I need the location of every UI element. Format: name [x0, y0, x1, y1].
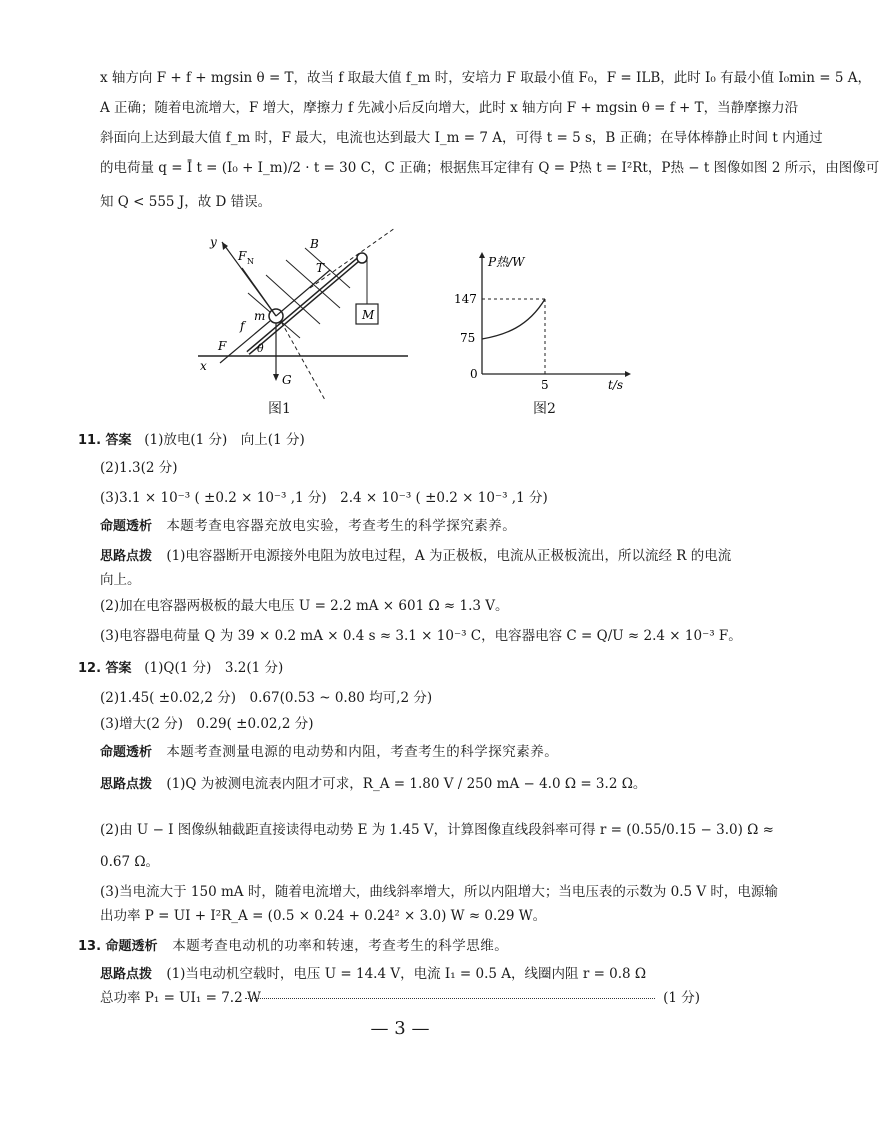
figure-1-diagram	[190, 228, 430, 403]
q12-hint-2: (2)由 U − I 图像纵轴截距直接读得电动势 E 为 1.45 V，计算图像直线段斜率可得 r = (0.55/0.15 − 3.0) Ω ≈	[100, 822, 774, 838]
q13-hint-2-text: 总功率 P₁ = UI₁ = 7.2 W	[100, 990, 261, 1006]
q13-head: 13. 命题透析	[78, 939, 158, 954]
text-line-1: x 轴方向 F + f + mgsin θ = T，故当 f 取最大值 f_m 时，安培力 F 取最小值 F₀，F = ILB，此时 I₀ 有最小值 I₀min = 5 A，	[100, 70, 871, 86]
q13-header	[78, 936, 508, 957]
ytick-75: 75	[460, 331, 476, 345]
xlabel: t/s	[608, 378, 624, 392]
q11-intent	[100, 516, 516, 537]
q13-hint-1-text: (1)当电动机空载时，电压 U = 14.4 V，电流 I₁ = 0.5 A，线圈内阻 r = 0.8 Ω	[166, 966, 647, 982]
q12-header	[78, 658, 283, 679]
xtick-5: 5	[541, 378, 549, 392]
q13-dot-leader	[245, 998, 655, 999]
q13-score: (1 分)	[663, 990, 700, 1006]
q11-hint-1	[100, 546, 731, 567]
q12-hint-3b: 出功率 P = UI + I²R_A = (0.5 × 0.24 + 0.24² × 3.0) W ≈ 0.29 W。	[100, 908, 547, 924]
label-y: y	[210, 235, 217, 249]
label-M: M	[362, 308, 375, 322]
text-line-3: 斜面向上达到最大值 f_m 时，F 最大，电流也达到最大 I_m = 7 A，可得 t = 5 s，B 正确；在导体棒静止时间 t 内通过	[100, 130, 823, 146]
q12-intent-tag: 命题透析	[100, 745, 153, 760]
q12-hint-3: (3)当电流大于 150 mA 时，随着电流增大，曲线斜率增大，所以内阻增大；当电压表的示数为 0.5 V 时，电源输	[100, 884, 778, 900]
q12-hint-2b: 0.67 Ω。	[100, 854, 160, 870]
label-theta: θ	[257, 342, 264, 355]
ytick-147: 147	[454, 292, 477, 306]
q11-hint-tag: 思路点拨	[100, 549, 153, 564]
label-F: F	[218, 339, 227, 353]
q12-hint-1-text: (1)Q 为被测电流表内阻才可求，R_A = 1.80 V / 250 mA − 4.0 Ω = 3.2 Ω。	[166, 776, 647, 792]
ylabel: P热/W	[488, 255, 525, 269]
label-m: m	[254, 309, 266, 323]
label-G: G	[282, 373, 292, 387]
page-number: — 3 —	[370, 1018, 430, 1039]
q12-hint-1	[100, 774, 646, 795]
q11-hint-2: (2)加在电容器两极板的最大电压 U = 2.2 mA × 601 Ω ≈ 1.3 V。	[100, 598, 509, 614]
q11-header	[78, 430, 305, 451]
q11-hint-1b: 向上。	[100, 572, 141, 588]
q13-hint-2	[100, 988, 700, 1008]
q12-intent	[100, 742, 558, 763]
figure-1-caption: 图1	[268, 401, 291, 417]
q13-hint-1	[100, 964, 646, 985]
label-FN: F	[238, 249, 247, 263]
figure-2-caption: 图2	[533, 401, 556, 417]
label-T: T	[316, 261, 325, 275]
label-x: x	[200, 359, 207, 373]
q11-intent-text: 本题考查电容器充放电实验，考查考生的科学探究素养。	[166, 518, 517, 534]
text-line-2: A 正确；随着电流增大，F 增大，摩擦力 f 先减小后反向增大，此时 x 轴方向 F + mgsin θ = f + T，当静摩擦力沿	[100, 100, 799, 116]
q12-hint-tag: 思路点拨	[100, 777, 153, 792]
q11-answer-3: (3)3.1 × 10⁻³ ( ±0.2 × 10⁻³ ,1 分) 2.4 × 10⁻³ ( ±0.2 × 10⁻³ ,1 分)	[100, 490, 548, 506]
label-FN-sub: N	[247, 257, 254, 266]
label-B: B	[310, 237, 319, 251]
q12-answer-3: (3)增大(2 分) 0.29( ±0.02,2 分)	[100, 716, 314, 732]
figure-2-graph	[450, 252, 640, 402]
q12-head: 12. 答案	[78, 661, 132, 676]
q11-answer-2: (2)1.3(2 分)	[100, 460, 178, 476]
text-line-5: 知 Q < 555 J，故 D 错误。	[100, 194, 272, 210]
q12-intent-text: 本题考查测量电源的电动势和内阻，考查考生的科学探究素养。	[166, 744, 559, 760]
q13-hint-tag: 思路点拨	[100, 967, 153, 982]
label-f: f	[240, 319, 245, 333]
q11-intent-tag: 命题透析	[100, 519, 153, 534]
q11-hint-3: (3)电容器电荷量 Q 为 39 × 0.2 mA × 0.4 s ≈ 3.1 × 10⁻³ C，电容器电容 C = Q/U ≈ 2.4 × 10⁻³ F。	[100, 628, 742, 644]
ytick-0: 0	[470, 367, 478, 381]
q12-answer-2: (2)1.45( ±0.02,2 分) 0.67(0.53 ~ 0.80 均可,2 分)	[100, 690, 433, 706]
q12-answer-1: (1)Q(1 分) 3.2(1 分)	[144, 660, 284, 676]
q13-intent-text: 本题考查电动机的功率和转速，考查考生的科学思维。	[172, 938, 509, 954]
text-line-4: 的电荷量 q = Ī t = (I₀ + I_m)/2 · t = 30 C，C 正确；根据焦耳定律有 Q = P热 t = I²Rt，P热 − t 图像如图 2 所示，由图像可	[100, 160, 879, 176]
q11-hint-1-text: (1)电容器断开电源接外电阻为放电过程，A 为正极板，电流从正极板流出，所以流经 R 的电流	[166, 548, 732, 564]
q11-answer-1: (1)放电(1 分) 向上(1 分)	[144, 432, 305, 448]
q11-head: 11. 答案	[78, 433, 132, 448]
